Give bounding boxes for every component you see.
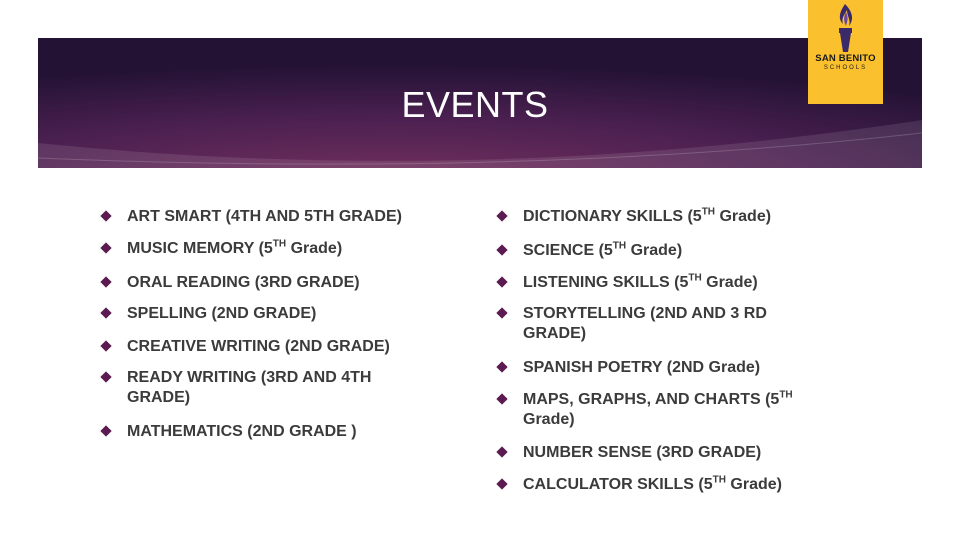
diamond-bullet-icon — [496, 244, 507, 255]
diamond-bullet-icon — [496, 478, 507, 489]
diamond-bullet-icon — [496, 393, 507, 404]
diamond-bullet-icon — [496, 361, 507, 372]
event-label: MUSIC MEMORY (5TH Grade) — [127, 238, 343, 257]
event-label: DICTIONARY SKILLS (5TH Grade) — [523, 206, 772, 225]
event-label: STORYTELLING (2ND AND 3 RD GRADE) — [523, 305, 767, 342]
diamond-bullet-icon — [496, 210, 507, 221]
diamond-bullet-icon — [100, 425, 111, 436]
event-label: ART SMART (4TH AND 5TH GRADE) — [127, 208, 402, 225]
torch-icon — [808, 0, 883, 104]
logo-subtitle: SCHOOLS — [823, 65, 868, 71]
event-label: CREATIVE WRITING (2ND GRADE) — [127, 338, 390, 355]
diamond-bullet-icon — [100, 242, 111, 253]
event-label: CALCULATOR SKILLS (5TH Grade) — [523, 474, 782, 493]
event-label: ORAL READING (3RD GRADE) — [127, 274, 360, 291]
diamond-bullet-icon — [100, 371, 111, 382]
diamond-bullet-icon — [496, 446, 507, 457]
event-label: LISTENING SKILLS (5TH Grade) — [523, 272, 758, 291]
event-label: SPANISH POETRY (2ND Grade) — [523, 359, 761, 376]
diamond-bullet-icon — [100, 210, 111, 221]
logo-name: SAN BENITO — [815, 53, 876, 64]
diamond-bullet-icon — [496, 276, 507, 287]
slide-title: EVENTS — [401, 84, 549, 125]
diamond-bullet-icon — [496, 307, 507, 318]
diamond-bullet-icon — [100, 307, 111, 318]
event-label: MAPS, GRAPHS, AND CHARTS (5TH Grade) — [523, 389, 793, 428]
event-label: SCIENCE (5TH Grade) — [523, 240, 683, 259]
event-label: MATHEMATICS (2ND GRADE ) — [127, 423, 357, 440]
school-logo — [808, 0, 883, 104]
diamond-bullet-icon — [100, 276, 111, 287]
event-label: SPELLING (2ND GRADE) — [127, 305, 317, 322]
diamond-bullet-icon — [100, 340, 111, 351]
event-label: NUMBER SENSE (3RD GRADE) — [523, 444, 762, 461]
title-banner — [38, 38, 922, 168]
event-label: READY WRITING (3RD AND 4TH GRADE) — [127, 369, 372, 406]
